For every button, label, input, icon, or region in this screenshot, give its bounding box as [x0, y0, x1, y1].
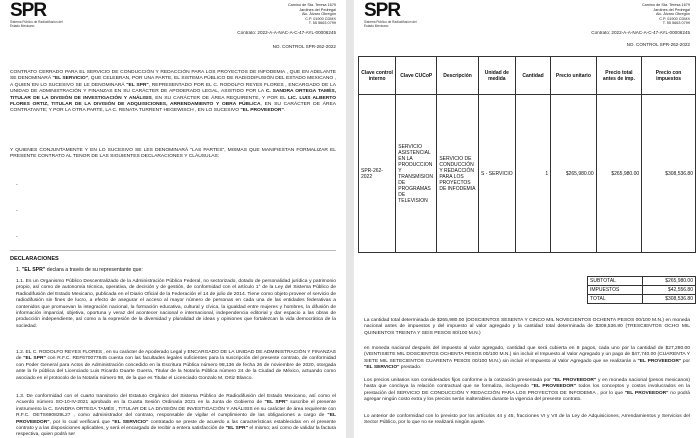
- parties-paragraph: Y QUIENES CONJUNTAMENTE Y EN LO SUCESIVO SE LES DENOMINARÁ "LAS PARTES", MISMAS QUE MANIFIESTAN FORMALIZAR EL PRESENTE CONTRATO AL TENOR DE LAS SIGUIENTES DECLARACIONES Y CLÁUSULAS:: [10, 148, 336, 160]
- totals-row: [588, 286, 696, 295]
- text-run: contratado se preste de acuerdo a las características establecidas en el presente contrato y a las disposiciones aplicables, y será el encargado de recibir a entera satisfacción de: [16, 419, 336, 432]
- dash-marker: -: [16, 182, 18, 188]
- text-run: con R.F.C. REF670077845 cuenta con las facultades legales suficientes para la suscripción del presente contrato, de conformidad con Poder General para Actos de Administración concedido en la Escritura Pública número 98,136 de fecha 26 de noviembre de 2020, otorgada ante la fe pública del Licenciado Luis Ricardo Duarte Guerra, Titular de la Notaría Pública número 24 de la Ciudad de México, actuando como asociado en el protocolo de la Notaría número 98, de la que es Titular el Licenciado Gonzalo M. Ortiz Blanco.: [16, 356, 336, 381]
- bold-term: "EL SPR": [264, 400, 288, 406]
- text-run: todos los conceptos y costos involucrados en la prestación del SERVICIO DE CONDUCCIÓN Y REDACCIÓN PARA LOS PROYECTOS DE INFODEMIA , por lo que: [364, 384, 690, 396]
- document-page-right: [354, 0, 700, 438]
- totals-value: $265,980.00: [643, 277, 696, 286]
- col-clave-cucop: Clave CUCoP: [396, 57, 437, 95]
- totals-value: $308,536.80: [643, 295, 696, 304]
- bold-term: "EL PROVEEDOR": [531, 384, 576, 390]
- clause-1-1: 1.1. Es un Organismo Público Descentralizado de la Administración Pública Federal, no sectorizado, dotado de personalidad jurídica y patrimonio propio, así como de autonomía técnica, operativa, de decisión y de gestión, de conformidad con el artículo 1° de la Ley del Sistema Público de Radiodifusión del Estado Mexicano, publicada en el Diario Oficial de la Federación el 14 de julio de 2014. Tiene como objeto proveer el servicio de radiodifusión sin fines de lucro, a efecto de asegurar el acceso al mayor número de personas en cada una de las entidades federativas a contenidos que promuevan la integración nacional, la formación educativa, cultural y cívica, la igualdad entre mujeres y hombres, la difusión de información imparcial, objetiva, oportuna y veraz del acontecer nacional e internacional, independencia editorial y dar espacio a las obras de producción independiente, así como a la expresión de la diversidad y pluralidad de ideas y opiniones que fortalezcan la vida democrática de la sociedad.: [16, 279, 336, 329]
- clause-1-2: [16, 350, 336, 382]
- cell-descripcion-general: SERVICIO ASISTENCIAL EN LA PRODUCCION Y TRANSMISION DE PROGRAMAS DE TELEVISION: [396, 95, 437, 253]
- text-run: prestado.: [399, 365, 422, 371]
- contract-intro: [10, 70, 336, 115]
- text-run: 1.3. De conformidad con el cuarto transitorio del Estatuto Orgánico del Sistema Público de Radiodifusión del Estado Mexicano, así como el Acuerdo número SO-10-IV-2021 aprobado en la Cuarta Sesión Ordinaria 2021 en la Junta de Gobierno de: [16, 394, 336, 406]
- item-number: 1.: [16, 267, 21, 273]
- cell-detalle: SERVICIO DE CONDUCCIÓN Y REDACCIÓN PARA LOS PROYECTOS DE INFODEMIA: [437, 95, 478, 253]
- col-clave-control: Clave control interno: [359, 57, 396, 95]
- totals-label: SUBTOTAL: [588, 277, 643, 286]
- legal-basis-paragraph: Lo anterior de conformidad con lo previsto por los artículos 44 y 45, fracciones VI y VII de la Ley de Adquisiciones, Arrendamientos y Servicios del Sector Público, por lo que no se realizará ningún ajuste.: [364, 414, 690, 426]
- col-precio-unitario: Precio unitario: [551, 57, 597, 95]
- control-number: NO. CONTROL SPR-262-2022: [272, 44, 336, 49]
- item-text: declara a través de su representante que:: [45, 267, 143, 273]
- document-page-left: [0, 0, 346, 438]
- payment-paragraph: [364, 346, 690, 372]
- bold-term: C. SANDRA ORTEGA TAMÉS, TITULAR DE LA DIVISIÓN DE INVESTIGACIÓN Y ANÁLISIS: [10, 89, 336, 101]
- bold-term: "EL PROVEEDOR": [552, 378, 597, 383]
- fixed-prices-paragraph: [364, 378, 690, 404]
- address-line: C.P. 01900 CDMX: [659, 16, 690, 21]
- col-unidad: Unidad de medida: [478, 57, 515, 95]
- totals-row: [588, 277, 696, 286]
- address-line: Camino de Sta. Teresa 1679: [287, 3, 336, 7]
- bold-term: "EL SPR": [126, 82, 149, 88]
- bold-term: "EL SERVICIO": [52, 76, 89, 82]
- bold-term: "EL PROVEEDOR": [16, 413, 336, 425]
- totals-label: IMPUESTOS: [588, 286, 643, 295]
- address-line: T. 55 5663 0799: [662, 21, 690, 26]
- contract-items-table: [358, 56, 696, 253]
- spr-logo: [364, 2, 424, 28]
- address-line: Jardines del Pedregal: [653, 7, 690, 12]
- bold-term: "EL PROVEEDOR": [624, 390, 669, 396]
- declaration-item-1: [16, 267, 143, 273]
- text-run: , EN SU CARÁCTER DE ÁREA REQUIRENTE, Y POR EL: [151, 95, 288, 101]
- logo-mark: SPR: [10, 0, 47, 21]
- item-party: "EL SPR": [21, 267, 46, 273]
- totals-row: [588, 295, 696, 304]
- address-line: T. 55 5663 0799: [308, 21, 336, 26]
- text-run: CONTRATO CERRADO PARA EL SERVICIO DE CONDUCCIÓN Y REDACCIÓN PARA LOS PROYECTOS DE INFODEMIA , QUE EN ADELANTE SE DENOMINARÁ: [10, 70, 336, 82]
- cell-precio-total: $265,980.00: [596, 95, 642, 253]
- bold-term: "EL PROVEEDOR": [240, 108, 284, 114]
- contract-reference: Contrato: 2022-A-A-NAC-A-C-47-AYL-00006245: [591, 30, 690, 35]
- text-run: no podrá agregar ningún costo extra y los precios serán inalterables durante la vigencia del presente contrato.: [364, 390, 690, 403]
- text-run: en moneda nacional después del impuesto al valor agregado, cantidad que será cubierta en 8 pagos, cada uno por la cantidad de $27,280.00 (VEINTISIETE MIL DOSCIENTOS OCHENTA PESOS 00/100 M.N.) sin incluir el Impuesto al Valor Agregado y un pago de $47,740.00 (CUARENTA Y SIETE MIL SETECIENTOS CUARENTA PESOS 00/100 M.N.) sin incluir el Impuesto al Valor Agregado que se realizarán a: [364, 346, 690, 364]
- dash-marker: -: [16, 208, 18, 214]
- total-amount-paragraph: [364, 318, 690, 337]
- col-cantidad: Cantidad: [515, 57, 550, 95]
- cell-precio-unitario: $265,980.00: [551, 95, 597, 253]
- cell-precio-impuestos: $308,536.80: [642, 95, 696, 253]
- col-precio-impuestos: Precio con impuestos: [642, 57, 696, 95]
- section-divider: [10, 250, 336, 251]
- address-line: Alc. Álvaro Obregón: [302, 12, 336, 17]
- bold-term: "EL SERVICIO": [112, 419, 149, 425]
- text-run: .: [283, 108, 286, 114]
- text-run: , EN SU CARÁCTER DE ÁREA CONTRATANTE; Y POR LA OTRA PARTE, LA C. RENATA TURRENT HEGEWISCH , EN LO SUCESIVO: [10, 102, 336, 114]
- text-run: por: [681, 358, 690, 364]
- address-line: Alc. Álvaro Obregón: [656, 12, 690, 17]
- text-run: el mismo; así como de validar la factura respectiva, quien podrá ser: [16, 426, 336, 438]
- bold-term: "EL SERVICIO": [364, 365, 400, 371]
- bold-term: "EL SPR": [23, 356, 46, 362]
- text-run: y en moneda nacional (pesos mexicanos) hasta que concluya la relación contractual que se formaliza, incluyendo: [364, 378, 690, 390]
- totals-table: [587, 276, 696, 304]
- address-line: Jardines del Pedregal: [299, 7, 336, 12]
- bold-term: "EL SPR": [225, 426, 248, 432]
- bold-term: LIC. LUIS ALBERTO FLORES ORTIZ, TITULAR DE LA DIVISIÓN DE ADQUISICIONES, ARRENDAMIENTO Y OBRA PÚBLICA: [10, 95, 336, 108]
- bold-term: "EL PROVEEDOR": [637, 358, 682, 364]
- col-descripcion: Descripción: [437, 57, 478, 95]
- spr-logo: [10, 2, 70, 28]
- text-run: 1.2. EL C. RODOLFO REYES FLORES , en su carácter de Apoderado Legal y ENCARGADO DE LA UNIDAD DE ADMINISTRACIÓN Y FINANZAS de: [16, 350, 336, 362]
- table-header-row: [359, 57, 696, 95]
- cell-unidad: S - SERVICIO: [478, 95, 515, 253]
- control-number: NO. CONTROL SPR-262-2022: [626, 42, 690, 47]
- text-run: , REPRESENTADO POR EL C. RODOLFO REYES FLORES , ENCARGADO DE LA UNIDAD DE ADMINISTRACIÓN Y FINANZAS EN SU CARÁCTER DE APODERADO LEGAL, ASISTIDO POR LA: [10, 82, 336, 95]
- text-run: suscribe el presente instrumento la C. SANDRA ORTEGA TAMÉS , TITULAR DE LA DIVISIÓN DE INVESTIGACIÓN Y ANÁLISIS en su carácter de área requirente con R.F.C. OETS690829L27 , como administrador del contrato, responsable de vigilar el cumplimiento de las obligaciones a cargo de: [16, 400, 336, 419]
- text-run: Los precios unitarios son considerados fijos conforme a la cotización presentada por: [364, 378, 553, 383]
- text-run: La cantidad total determinada de $265,980.00 (DOSCIENTOS SESENTA Y CINCO MIL NOVECIENTOS OCHENTA PESOS 00/100 M.N.) en moneda nacional antes de impuestos y del impuesto al valor agregado y la cantidad total determinada de $308,536.80 (TRESCIENTOS OCHO MIL QUINIENTOS TREINTA Y SEIS PESOS 80/100 M.N.): [364, 318, 690, 336]
- cell-clave: SPR-262-2022: [359, 95, 396, 253]
- text-run: , QUE CELEBRAN, POR UNA PARTE, EL SISTEMA PÚBLICO DE RADIODIFUSIÓN DEL ESTADO MEXICANO , A QUIEN EN LO SUCESIVO SE LE DENOMINARÁ: [10, 76, 336, 88]
- col-precio-total: Precio total antes de imp.: [596, 57, 642, 95]
- logo-subtitle: Sistema Público de Radiodifusión del Estado Mexicano: [10, 20, 63, 28]
- address-line: Camino de Sta. Teresa 1679: [641, 3, 690, 7]
- table-row: [359, 95, 696, 253]
- text-run: , por lo cual verificará que: [49, 419, 113, 425]
- address-line: C.P. 01900 CDMX: [305, 16, 336, 21]
- logo-subtitle: Sistema Público de Radiodifusión del Estado Mexicano: [364, 20, 417, 28]
- cell-cantidad: 1: [515, 95, 550, 253]
- address-block: [600, 3, 690, 26]
- totals-value: $42,556.80: [643, 286, 696, 295]
- address-block: [246, 3, 336, 26]
- totals-label: TOTAL: [588, 295, 643, 304]
- logo-mark: SPR: [364, 0, 401, 21]
- dash-marker: -: [16, 234, 18, 240]
- contract-reference: Contrato: 2022-A-A-NAC-A-C-47-AYL-00006245: [237, 30, 336, 35]
- clause-1-3: [16, 394, 336, 438]
- declaraciones-heading: DECLARACIONES: [10, 256, 59, 262]
